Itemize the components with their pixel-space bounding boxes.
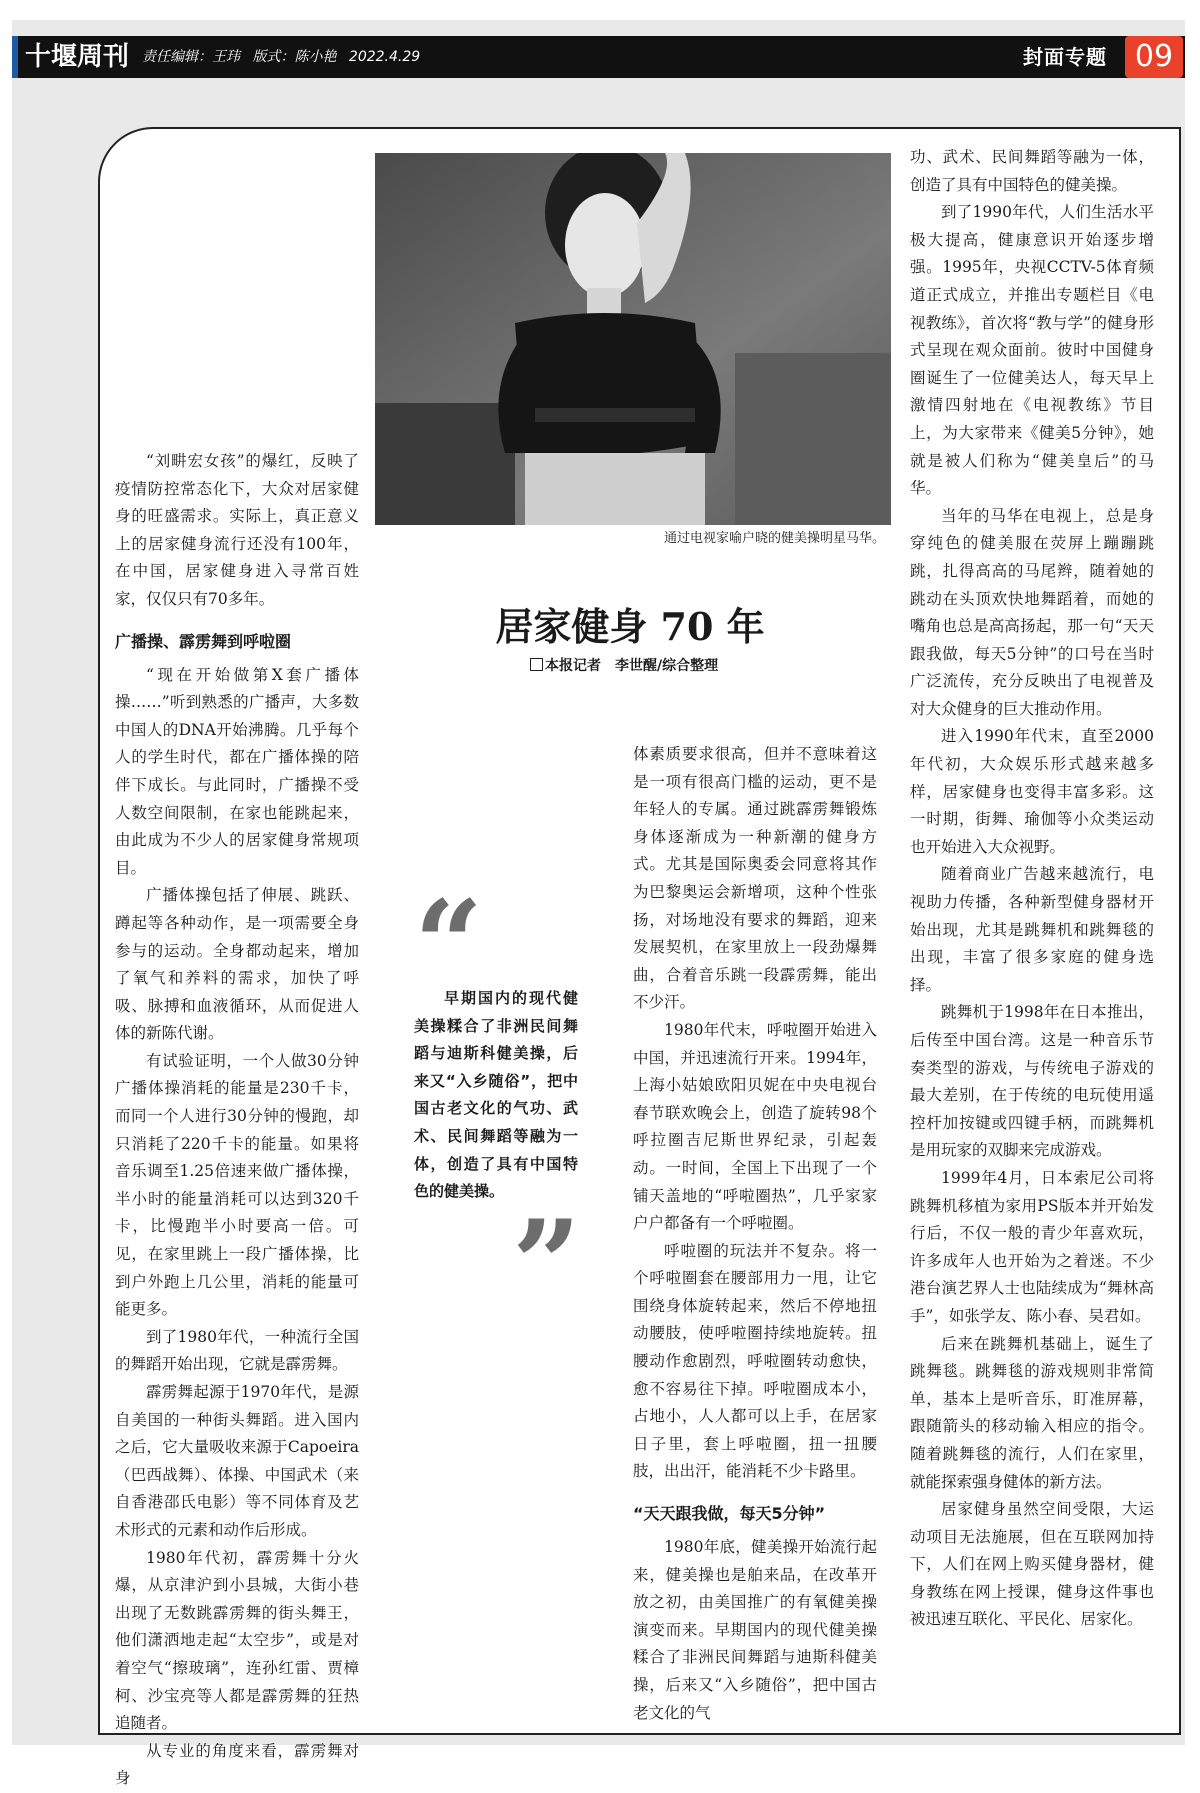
masthead-bar (12, 36, 1185, 78)
paragraph: 功、武术、民间舞蹈等融为一体，创造了具有中国特色的健美操。 (910, 148, 1154, 194)
issue-date: 2022.4.29 (348, 49, 421, 65)
paragraph: 当年的马华在电视上，总是身穿纯色的健美服在荧屏上蹦蹦跳跳，扎得高高的马尾辫，随着她的跳动在头顶欢快地舞蹈着，而她的嘴角也总是高高扬起，那一句“天天跟我做，每天5分钟”的口号在当时广泛流传，充分反映出了电视普及对大众健身的巨大推动作用。 (910, 506, 1154, 718)
pull-quote (414, 985, 578, 1206)
masthead-meta (142, 36, 428, 78)
text-column-1 (115, 448, 359, 1793)
paragraph: 到了1990年代，人们生活水平极大提高，健康意识开始逐步增强。1995年，央视CCTV-5体育频道正式成立，并推出专题栏目《电视教练》，首次将“教与学”的健身形式呈现在观众面前。彼时中国健身圈诞生了一位健美达人，每天早上激情四射地在《电视教练》节目上，为大家带来《健美5分钟》，她就是被人们称为“健美皇后”的马华。 (910, 203, 1154, 498)
paragraph: 跳舞机于1998年在日本推出，后传至中国台湾。这是一种音乐节奏类型的游戏，与传统电子游戏的最大差别，在于传统的电玩使用遥控杆加按键或四键手柄，而跳舞机是用玩家的双脚来完成游戏。 (910, 1003, 1154, 1160)
paragraph: 从专业的角度来看，霹雳舞对身 (115, 1741, 359, 1788)
photo-caption: 通过电视家喻户晓的健美操明星马华。 (663, 531, 885, 546)
paragraph: 1980年代末，呼啦圈开始进入中国，并迅速流行开来。1994年，上海小姑娘欧阳贝妮在中央电视台春节联欢晚会上，创造了旋转98个呼拉圈吉尼斯世界纪录，引起轰动。一时间，全国上下出现了一个铺天盖地的“呼啦圈热”，几乎家家户户都备有一个呼啦圈。 (633, 1020, 877, 1233)
paragraph: “刘畊宏女孩”的爆红，反映了疫情防控常态化下，大众对居家健身的旺盛需求。实际上，真正意义上的居家健身流行还没有100年，在中国，居家健身进入寻常百姓家，仅仅只有70多年。 (115, 452, 359, 608)
photo-illustration (375, 153, 891, 525)
paragraph: 后来在跳舞机基础上，诞生了跳舞毯。跳舞毯的游戏规则非常简单，基本上是听音乐，盯准屏幕，跟随箭头的移动输入相应的指令。随着跳舞毯的流行，人们在家里，就能探索强身健体的新方法。 (910, 1334, 1154, 1491)
section-title: 封面专题 (1023, 45, 1107, 69)
paragraph: 1999年4月，日本索尼公司将跳舞机移植为家用PS版本并开始发行后，不仅一般的青少年喜欢玩，许多成年人也开始为之着迷。不少港台演艺界人士也陆续成为“舞林高手”，如张学友、陈小春、吴君如。 (910, 1168, 1154, 1325)
paragraph: 1980年底，健美操开始流行起来，健美操也是舶来品，在改革开放之初，由美国推广的有氧健美操演变而来。早期国内的现代健美操糅合了非洲民间舞蹈与迪斯科健美操，后来又“入乡随俗”，把中国古老文化的气 (633, 1538, 877, 1722)
paragraph: 有试验证明，一个人做30分钟广播体操消耗的能量是230千卡，而同一个人进行30分钟的慢跑，却只消耗了220千卡的能量。如果将音乐调至1.25倍速来做广播体操，半小时的能量消耗可以达到320千卡，比慢跑半小时要高一倍。可见，在家里跳上一段广播体操，比到户外跑上几公里，消耗的能量可能更多。 (115, 1051, 359, 1319)
brand-logo: 十堰周刊 (12, 36, 136, 78)
paragraph: 呼啦圈的玩法并不复杂。将一个呼啦圈套在腰部用力一甩，让它围绕身体旋转起来，然后不停地扭动腰肢，使呼啦圈持续地旋转。扭腰动作愈剧烈，呼啦圈转动愈快，愈不容易往下掉。呼啦圈成本小，占地小，人人都可以上手，在居家日子里，套上呼啦圈，扭一扭腰肢，出出汗，能消耗不少卡路里。 (633, 1241, 877, 1481)
paragraph: 进入1990年代末，直至2000年代初，大众娱乐形式越来越多样，居家健身也变得丰富多彩。这一时期，街舞、瑜伽等小众类运动也开始进入大众视野。 (910, 727, 1154, 856)
text-column-3 (633, 741, 877, 1727)
paragraph: “现在开始做第X套广播体操……”听到熟悉的广播声，大多数中国人的DNA开始沸腾。几乎每个人的学生时代，都在广播体操的陪伴下成长。与此同时，广播操不受人数空间限制，在家也能跳起来，由此成为不少人的居家健身常规项目。 (115, 665, 359, 877)
paragraph: 随着商业广告越来越流行，电视助力传播，各种新型健身器材开始出现，尤其是跳舞机和跳舞毯的出现，丰富了很多家庭的健身选择。 (910, 865, 1154, 994)
pull-quote-text: 早期国内的现代健美操糅合了非洲民间舞蹈与迪斯科健美操，后来又“入乡随俗”，把中国古老文化的气功、武术、民间舞蹈等融为一体，创造了具有中国特色的健美操。 (414, 989, 578, 1201)
paragraph: 霹雳舞起源于1970年代，是源自美国的一种街头舞蹈。进入国内之后，它大量吸收来源于Capoeira（巴西战舞）、体操、中国武术（来自香港邵氏电影）等不同体育及艺术形式的元素和动作后形成。 (115, 1383, 359, 1539)
paragraph: 广播体操包括了伸展、跳跃、蹲起等各种动作，是一项需要全身参与的运动。全身都动起来，增加了氧气和养料的需求，加快了呼吸、脉搏和血液循环，从而促进人体的新陈代谢。 (115, 886, 359, 1043)
page-number: 09 (1125, 36, 1183, 78)
article-title: 居家健身 70 年 (495, 604, 765, 649)
subheading: 广播操、霹雳舞到呼啦圈 (115, 631, 292, 651)
layout-credit: 版式：陈小艳 (252, 49, 337, 65)
paragraph: 到了1980年代，一种流行全国的舞蹈开始出现，它就是霹雳舞。 (115, 1327, 359, 1374)
editor-credit: 责任编辑：王玮 (142, 49, 240, 65)
open-quote-mark: “ (414, 874, 484, 1015)
close-quote-mark: ” (512, 1194, 582, 1335)
paragraph: 体素质要求很高，但并不意味着这是一项有很高门槛的运动，更不是年轻人的专属。通过跳霹雳舞锻炼身体逐渐成为一种新潮的健身方式。尤其是国际奥委会同意将其作为巴黎奥运会新增项，这种个性张扬，对场地没有要求的舞蹈，迎来发展契机，在家里放上一段劲爆舞曲，合着音乐跳一段霹雳舞，能出不少汗。 (633, 745, 877, 1012)
subheading: “天天跟我做，每天5分钟” (633, 1504, 826, 1524)
byline: 本报记者 李世醒/综合整理 (530, 655, 750, 677)
article-photo (375, 153, 891, 525)
paragraph: 1980年代初，霹雳舞十分火爆，从京津沪到小县城，大街小巷出现了无数跳霹雳舞的街头舞王，他们潇洒地走起“太空步”，或是对着空气“擦玻璃”，连孙红雷、贾樟柯、沙宝亮等人都是霹雳舞的狂热追随者。 (115, 1548, 359, 1733)
text-column-4 (910, 144, 1154, 1634)
paragraph: 居家健身虽然空间受限，大运动项目无法施展，但在互联网加持下，人们在网上购买健身器材，健身教练在网上授课，健身这件事也被迅速互联化、平民化、居家化。 (910, 1500, 1154, 1629)
